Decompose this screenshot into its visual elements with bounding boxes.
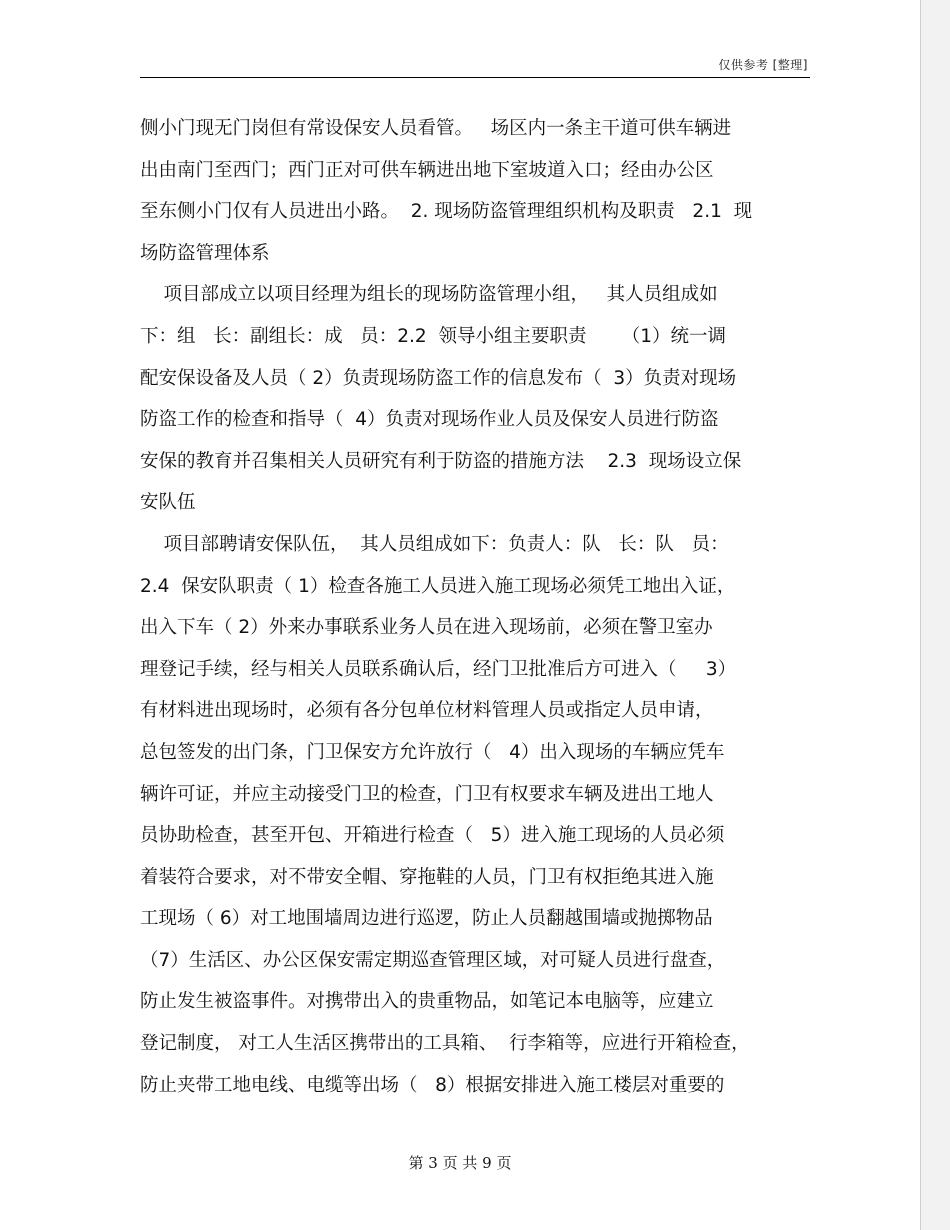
text-line: 员协助检查，甚至开包、开箱进行检查（ 5）进入施工现场的人员必须 [140,825,725,847]
text-line: 着装符合要求，对不带安全帽、穿拖鞋的人员，门卫有权拒绝其进入施 [140,866,714,888]
text-line: 理登记手续，经与相关人员联系确认后，经门卫批准后方可进入（ 3） [140,658,737,680]
text-line: 辆许可证，并应主动接受门卫的检查，门卫有权要求车辆及进出工地人 [140,783,714,805]
text-line: 工现场（ 6）对工地围墙周边进行巡逻，防止人员翻越围墙或抛掷物品 [140,908,713,930]
body-text [140,112,815,1110]
text-line: 登记制度， 对工人生活区携带出的工具箱、 行李箱等，应进行开箱检查， [140,1033,750,1055]
text-line: （7）生活区、办公区保安需定期巡查管理区域，对可疑人员进行盘查， [140,949,726,971]
text-line: 配安保设备及人员（ 2）负责现场防盗工作的信息发布（ 3）负责对现场 [140,367,737,389]
page-header: 仅供参考 [整理] [718,58,808,72]
text-line: 侧小门现无门岗但有常设保安人员看管。 场区内一条主干道可供车辆进 [140,118,732,139]
text-line: 项目部聘请安保队伍， 其人员组成如下：负责人：队 长：队 员： [140,533,729,555]
text-line: 2.4 保安队职责（ 1）检查各施工人员进入施工现场必须凭工地出入证， [140,575,736,597]
text-line: 安保的教育并召集相关人员研究有利于防盗的措施方法 2.3 现场设立保 [140,450,742,472]
text-line: 出由南门至西门；西门正对可供车辆进出地下室坡道入口；经由办公区 [140,159,714,181]
text-line: 防盗工作的检查和指导（ 4）负责对现场作业人员及保安人员进行防盗 [140,409,719,431]
page-number-footer: 第 3 页 共 9 页 [408,1154,512,1172]
text-line: 项目部成立以项目经理为组长的现场防盗管理小组， 其人员组成如 [140,284,718,306]
text-line: 防止发生被盗事件。对携带出入的贵重物品，如笔记本电脑等，应建立 [140,991,714,1013]
header-divider [140,77,810,78]
text-line: 出入下车（ 2）外来办事联系业务人员在进入现场前，必须在警卫室办 [140,617,713,639]
text-line: 至东侧小门仅有人员进出小路。 2. 现场防盗管理组织机构及职责 2.1 现 [140,201,753,223]
text-line: 安队伍 [140,492,196,514]
text-line: 下：组 长：副组长：成 员：2.2 领导小组主要职责 （1）统一调 [140,325,727,347]
text-line: 防止夹带工地电线、电缆等出场（ 8）根据安排进入施工楼层对重要的 [140,1074,725,1096]
text-line: 场防盗管理体系 [140,242,270,264]
text-line: 总包签发的出门条，门卫保安方允许放行（ 4）出入现场的车辆应凭车 [140,741,725,763]
text-line: 有材料进出现场时，必须有各分包单位材料管理人员或指定人员申请， [140,700,714,722]
